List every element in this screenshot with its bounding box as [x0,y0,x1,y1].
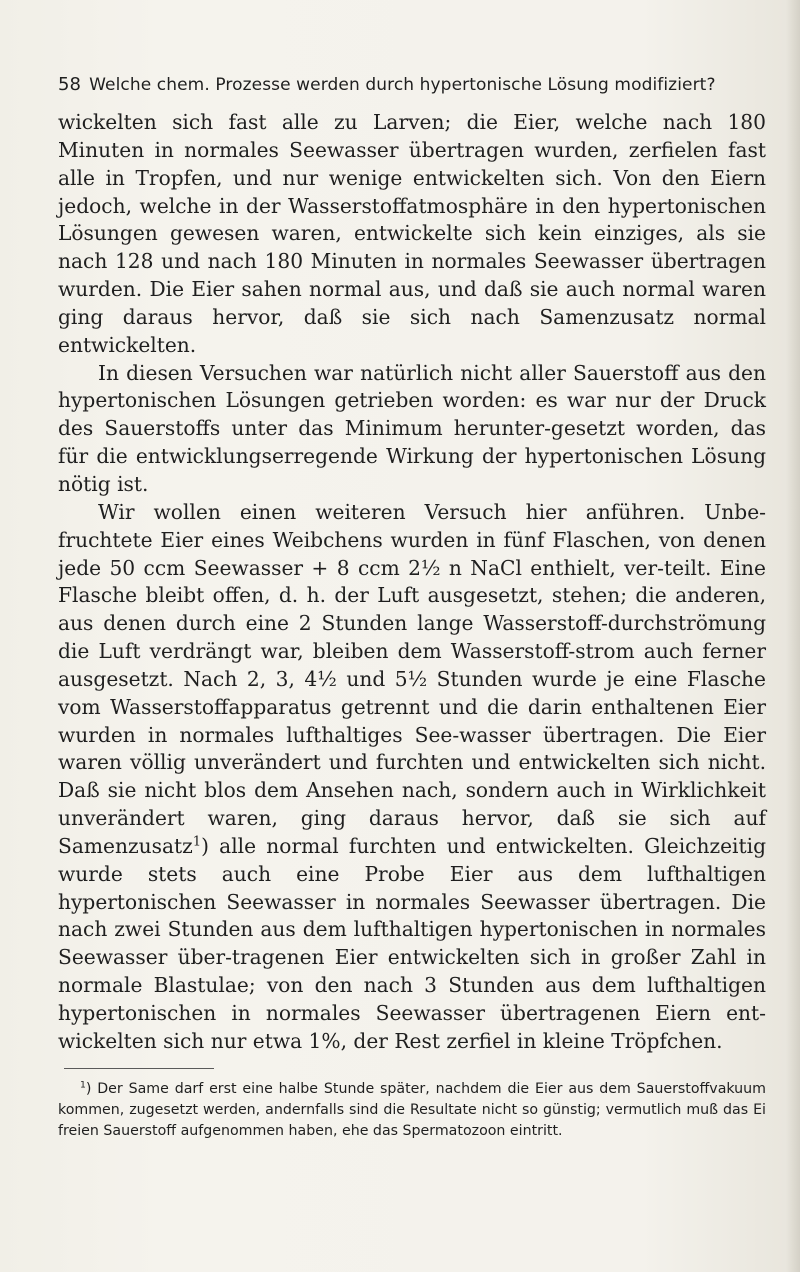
footnote-marker: 1 [80,1078,86,1090]
paragraph-1 [58,109,766,360]
footnote-divider [64,1068,214,1069]
paragraph-3-text-continued: ) alle normal furchten und entwickelten. Gleichzeitig wurde stets auch eine Probe Eier aus dem lufthaltigen hypertonischen Seewasser in normales Seewasser übertragen. Die nach zwei Stunden aus dem lufthaltigen hypertonischen in normales Seewasser über-tragenen Eier entwickelten sich in großer Zahl in normale Blastulae; von den nach 3 Stunden aus dem lufthaltigen hypertonischen in normales Seewasser übertragenen Eiern ent-wickelten sich nur etwa 1%, der Rest zerfiel in kleine Tröpfchen. [58,833,766,1053]
page-edge-shadow [786,0,800,1272]
paragraph-3 [58,499,766,1056]
paragraph-2-text: In diesen Versuchen war natürlich nicht aller Sauerstoff aus den hypertonischen Lösungen getrieben worden: es war nur der Druck des Sauerstoffs unter das Minimum herunter-gesetzt worden, das für die entwicklungserregende Wirkung der hypertonischen Lösung nötig ist. [58,360,766,496]
paragraph-1-text: wickelten sich fast alle zu Larven; die Eier, welche nach 180 Minuten in normales Seewasser übertragen wurden, zerfielen fast alle in Tropfen, und nur wenige entwickelten sich. Von den Eiern jedoch, welche in der Wasserstoffatmosphäre in den hypertonischen Lösungen gewesen waren, entwickelte sich kein einziges, als sie nach 128 und nach 180 Minuten in normales Seewasser übertragen wurden. Die Eier sahen normal aus, und daß sie auch normal waren ging daraus hervor, daß sie sich nach Samenzusatz normal entwickelten. [58,110,766,357]
page-number: 58 [58,74,82,95]
running-head [58,74,766,95]
footnotes [58,1079,766,1142]
running-title: Welche chem. Prozesse werden durch hypertonische Lösung modifiziert? [89,75,716,95]
footnote-1-text: ) Der Same darf erst eine halbe Stunde später, nachdem die Eier aus dem Sauerstoffvakuum kommen, zugesetzt werden, andernfalls sind die Resultate nicht so günstig; vermutlich muß das Ei freien Sauerstoff aufgenommen haben, ehe das Spermatozoon eintritt. [58,1080,766,1139]
body-text [58,109,766,1056]
footnote-1 [58,1079,766,1142]
paragraph-2 [58,360,766,499]
paragraph-3-text: Wir wollen einen weiteren Versuch hier anführen. Unbe-fruchtete Eier eines Weibchens wurden in fünf Flaschen, von denen jede 50 ccm Seewasser + 8 ccm 2½ n NaCl enthielt, ver-teilt. Eine Flasche bleibt offen, d. h. der Luft ausgesetzt, stehen; die anderen, aus denen durch eine 2 Stunden lange Wasserstoff-durchströmung die Luft verdrängt war, bleiben dem Wasserstoff-strom auch ferner ausgesetzt. Nach 2, 3, 4½ und 5½ Stunden wurde je eine Flasche vom Wasserstoffapparatus getrennt und die darin enthaltenen Eier wurden in normales lufthaltiges See-wasser übertragen. Die Eier waren völlig unverändert und furchten und entwickelten sich nicht. Daß sie nicht blos dem Ansehen nach, sondern auch in Wirklichkeit unverändert waren, ging daraus hervor, daß sie sich auf Samenzusatz [58,499,766,858]
footnote-reference: 1 [192,834,202,850]
